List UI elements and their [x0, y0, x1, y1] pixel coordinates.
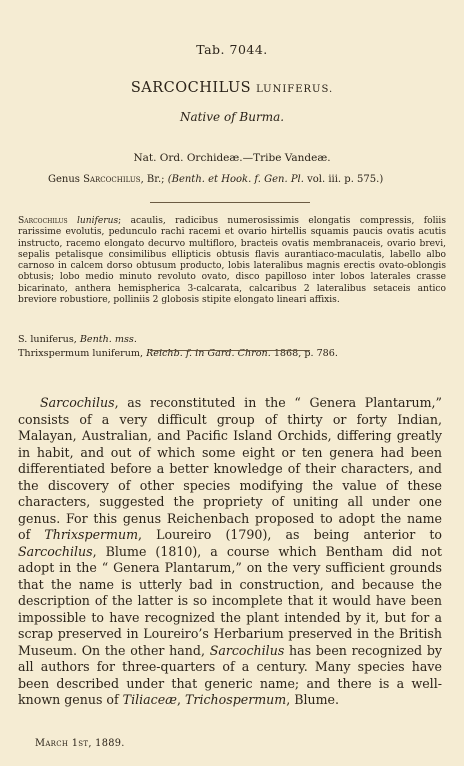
natural-order: Nat. Ord. Orchideæ.—Tribe Vandeæ. [133, 152, 331, 164]
publication-date [35, 738, 125, 749]
genus-italic: Sarcochilus [40, 395, 115, 410]
body-segment: has been recognized by all authors for three-quarters of a century. Many species have been described under that generic name; and there is a well-known genus of [18, 642, 443, 707]
body-segment: , as reconstituted in the “ Genera Plantarum,” consists of a very difficult group of thirty or forty Indian, Malayan, Australian, and Pacific Island Orchids, differing greatly in habit, and out of which some eight or ten genera had been differentiated before a better knowledge of their characters, and the discovery of other species modifying the value of these characters, suggested the propriety of uniting all under one genus. For this genus Reichenbach proposed to adopt the name of [18, 395, 442, 542]
genus-italic: Sarcochilus [18, 543, 93, 559]
title-species: LUNIFERUS. [256, 84, 334, 95]
divider-bottom [150, 350, 310, 351]
native-origin: Native of Burma. [179, 110, 285, 124]
body-segment: , Blume. [286, 692, 340, 707]
genus-name: Sarcochilus [83, 174, 141, 185]
species-title [0, 80, 464, 96]
synonym-1-ref: Benth. mss. [79, 334, 137, 345]
title-genus: SARCOCHILUS [130, 80, 252, 96]
family-italic: Tiliaceæ [122, 692, 178, 707]
genus-reference-tail: vol. iii. p. 575.) [303, 174, 384, 185]
body-segment: , Blume (1810), a course which Bentham did not adopt in the “ Genera Plantarum,” on the very sufficient grounds that the name is utterly bad in construction, and because the description of the latter is so incomplete that it would have been impossible to have recognized the plant intended by it, but for a scrap preserved in Loureiro’s Herbarium preserved in the British Museum. On the other hand, [18, 543, 442, 658]
latin-diagnosis [18, 216, 446, 306]
diagnosis-genus: Sarcochilus [18, 216, 68, 226]
diagnosis-text: ; acaulis, radicibus numerosissimis elongatis compressis, foliis rarissime evolutis, pedunculo rachi racemi et ovario hirtellis squamis paucis ovatis acutis instructo, racemo elongato decurvo multifloro, bracteis ovatis membranaceis, ovario brevi, sepalis petalisque consimilibus ellipticis obtusis flavis aurantiaco-maculatis, labello albo carnoso in calcem dorso obtusum producto, lobis lateralibus magnis erectis ovato-oblongis obtusis; lobo medio minuto revoluto ovato, disco papilloso inter lobos laterales crasse bicarinato, anthera hemispherica 3-calcarata, calcaribus 2 lateralibus setaceis antico breviore robustiore, polliniis 2 globosis stipite elongato lineari affixis. [18, 216, 446, 306]
synonym-2-ref: Reichb. f. in Gard. Chron. [146, 348, 271, 359]
genus-line [48, 174, 383, 185]
body-paragraph [18, 395, 442, 709]
synonym-2-name: Thrixspermum luniferum, [18, 348, 147, 359]
date-text: March 1st, 1889. [35, 738, 125, 749]
diagnosis-species: luniferus [77, 216, 119, 226]
plate-number: Tab. 7044. [196, 42, 268, 57]
synonym-1-name: S. luniferus, [18, 334, 80, 345]
genus-author: , Br.; [140, 174, 168, 185]
genus-italic: Sarcochilus [209, 642, 285, 658]
synonym-2-tail: 1868, p. 786. [270, 348, 338, 359]
body-segment: , Loureiro (1790), as being anterior to [138, 527, 442, 542]
body-segment: , [177, 692, 186, 707]
genus-prefix: Genus [48, 174, 84, 185]
synonym-line-1 [18, 334, 137, 345]
genus-italic: Trichospermum [185, 692, 287, 707]
genus-reference: (Benth. et Hook. f. Gen. Pl. [167, 174, 304, 185]
genus-italic: Thrixspermum [44, 527, 139, 542]
divider-top [150, 202, 310, 203]
body-text [18, 395, 442, 709]
